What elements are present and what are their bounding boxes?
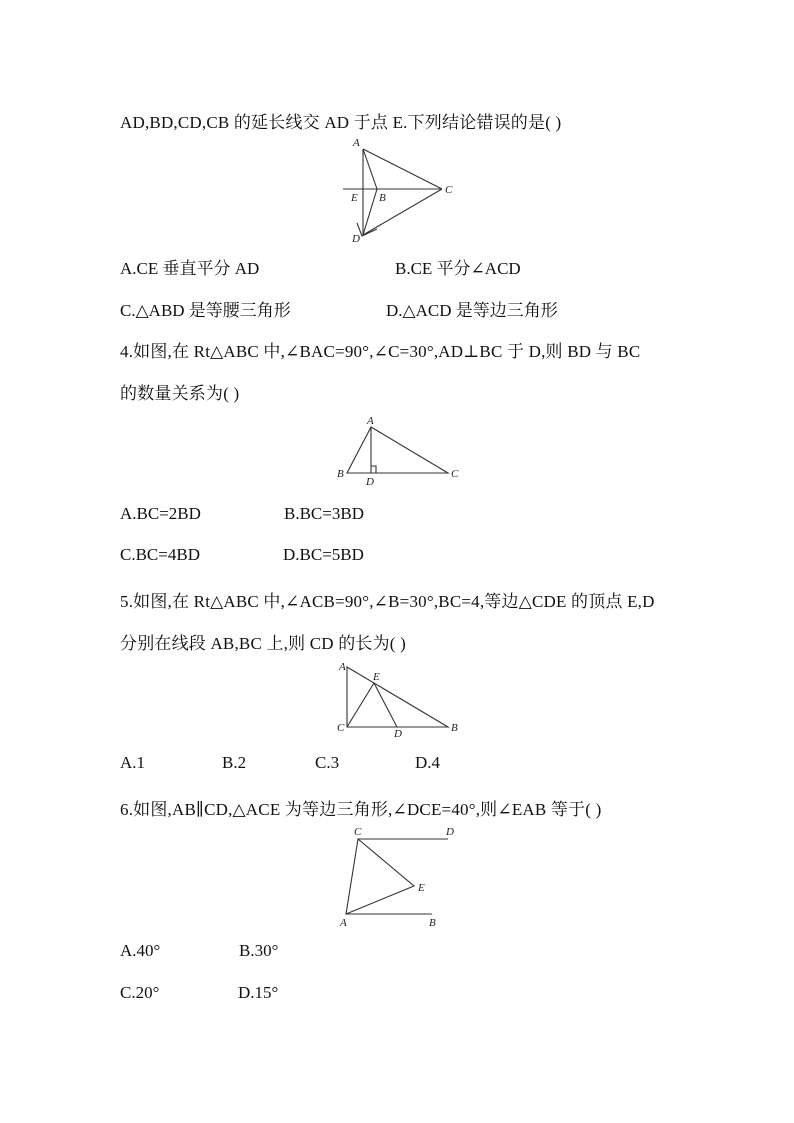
- q6-triangle-ACE: [346, 839, 414, 914]
- q6-option-d[interactable]: D.15°: [238, 983, 279, 1002]
- q3-option-d[interactable]: D.△ACD 是等边三角形: [386, 301, 558, 320]
- q4-triangle-ABC: [347, 427, 448, 473]
- q6-option-a[interactable]: A.40°: [120, 941, 161, 960]
- q4-label-A: A: [367, 415, 374, 427]
- q4-label-B: B: [337, 468, 344, 480]
- q4-stem-line2: 的数量关系为( ): [120, 384, 240, 403]
- q6-figure: [330, 822, 460, 932]
- q6-label-C: C: [354, 826, 362, 838]
- q5-label-E: E: [373, 671, 380, 683]
- q6-label-A: A: [340, 917, 347, 929]
- q4-right-angle-mark: [371, 466, 376, 473]
- q5-option-c[interactable]: C.3: [315, 753, 340, 772]
- q4-label-C: C: [451, 468, 459, 480]
- q5-triangle-ABC: [347, 667, 448, 727]
- q3-label-C: C: [445, 184, 453, 196]
- q5-option-d[interactable]: D.4: [415, 753, 441, 772]
- q3-option-a[interactable]: A.CE 垂直平分 AD: [120, 259, 260, 278]
- q3-label-A: A: [353, 137, 360, 149]
- q6-option-b[interactable]: B.30°: [239, 941, 279, 960]
- q3-label-E: E: [351, 192, 358, 204]
- q3-label-B: B: [379, 192, 386, 204]
- q6-label-D: D: [446, 826, 454, 838]
- q5-segment-CE: [347, 683, 374, 727]
- q5-label-B: B: [451, 722, 458, 734]
- q5-stem-line1: 5.如图,在 Rt△ABC 中,∠ACB=90°,∠B=30°,BC=4,等边△CDE 的顶点 E,D: [120, 592, 655, 611]
- q6-option-c[interactable]: C.20°: [120, 983, 160, 1002]
- q3-option-c[interactable]: C.△ABD 是等腰三角形: [120, 301, 291, 320]
- q6-label-B: B: [429, 917, 436, 929]
- q5-label-A: A: [339, 661, 346, 673]
- q5-label-C: C: [337, 722, 345, 734]
- q4-label-D: D: [366, 476, 374, 485]
- q4-option-d[interactable]: D.BC=5BD: [283, 545, 364, 564]
- q5-option-b[interactable]: B.2: [222, 753, 247, 772]
- q3-label-D: D: [352, 233, 360, 245]
- q5-figure: [330, 656, 465, 741]
- q6-stem-line1: 6.如图,AB∥CD,△ACE 为等边三角形,∠DCE=40°,则∠EAB 等于( ): [120, 800, 602, 819]
- q3-figure: [335, 133, 465, 248]
- q5-option-a[interactable]: A.1: [120, 753, 146, 772]
- q4-figure: [330, 410, 470, 485]
- q4-option-b[interactable]: B.BC=3BD: [284, 504, 364, 523]
- q4-option-a[interactable]: A.BC=2BD: [120, 504, 201, 523]
- q3-option-b[interactable]: B.CE 平分∠ACD: [395, 259, 521, 278]
- q4-stem-line1: 4.如图,在 Rt△ABC 中,∠BAC=90°,∠C=30°,AD⊥BC 于 D,则 BD 与 BC: [120, 342, 641, 361]
- q5-label-D: D: [394, 728, 402, 740]
- q4-option-c[interactable]: C.BC=4BD: [120, 545, 200, 564]
- q3-stem-tail: AD,BD,CD,CB 的延长线交 AD 于点 E.下列结论错误的是( ): [120, 113, 562, 132]
- q3-arc-mark: [357, 223, 377, 236]
- q5-stem-line2: 分别在线段 AB,BC 上,则 CD 的长为( ): [120, 634, 406, 653]
- q6-label-E: E: [418, 882, 425, 894]
